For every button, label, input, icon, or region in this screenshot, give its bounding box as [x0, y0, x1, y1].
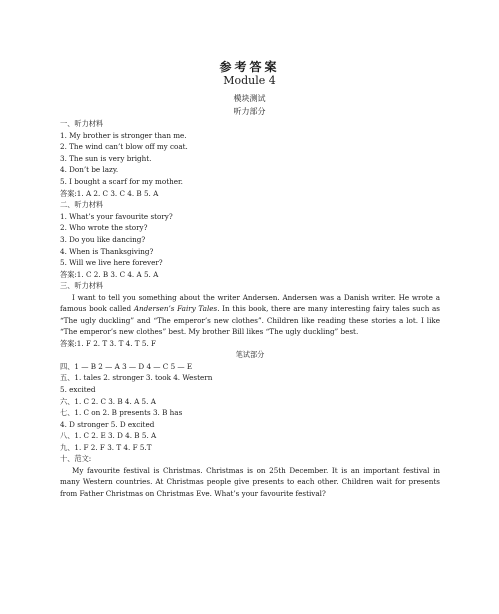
part3-passage [60, 292, 440, 338]
part2-heading: 二、听力材料 [60, 200, 104, 210]
part3-answer: 答案:1. F 2. T 3. T 4. T 5. F [60, 338, 157, 348]
written-line: 4. D stronger 5. D excited [60, 419, 155, 429]
part1-line: 2. The wind can’t blow off my coat. [60, 142, 188, 152]
part2-line: 5. Will we live here forever? [60, 258, 163, 268]
written-line: 四、1 — B 2 — A 3 — D 4 — C 5 — E [60, 361, 193, 371]
part2-line: 2. Who wrote the story? [60, 223, 148, 233]
essay-text: My favourite festival is Christmas. Christmas is on 25th December. It is an important festival in many Western countries. At Christmas people give presents to each other. Children wait for presents from Father Christmas on Christmas Eve. What’s your favourite festival? [60, 466, 440, 498]
part2-line: 3. Do you like dancing? [60, 234, 146, 244]
written-section-title: 笔试部分 [235, 350, 265, 360]
part3-text-after: . In this book, there are many interesting fairy tales such as “The ugly duckling” and “The emperor’s new clothes”. Children like reading these stories a lot. I like “The emperor’s new clothes” best. My brother Bill likes “The ugly duckling” best. [60, 304, 440, 337]
part2-line: 1. What’s your favourite story? [60, 211, 173, 221]
part1-line: 4. Don’t be lazy. [60, 165, 119, 175]
written-line: 5. excited [60, 384, 96, 394]
answer-body [60, 118, 440, 499]
written-line: 五、1. tales 2. stronger 3. took 4. Western [60, 373, 213, 383]
part1-line: 3. The sun is very bright. [60, 153, 152, 163]
part3-text-before: I want to tell you something about the writer Andersen. Andersen was a Danish writer. He wrote a famous book called [60, 292, 440, 314]
listening-section-title: 听力部分 [233, 107, 266, 116]
written-line: 八、1. C 2. E 3. D 4. B 5. A [60, 431, 157, 441]
part1-heading: 一、听力材料 [60, 119, 104, 128]
module-label: Module 4 [223, 74, 276, 87]
written-line: 九、1. F 2. F 3. T 4. F 5.T [60, 442, 152, 452]
part2-line: 4. When is Thanksgiving? [60, 246, 154, 256]
part1-line: 5. I bought a scarf for my mother. [60, 176, 183, 186]
part3-heading: 三、听力材料 [60, 281, 104, 291]
written-line: 六、1. C 2. C 3. B 4. A 5. A [60, 396, 156, 406]
part1-answer: 答案:1. A 2. C 3. C 4. B 5. A [60, 188, 159, 198]
test-subtitle: 模块测试 [233, 94, 266, 103]
part1-line: 1. My brother is stronger than me. [60, 130, 187, 140]
part2-answer: 答案:1. C 2. B 3. C 4. A 5. A [60, 269, 159, 279]
essay-heading: 十、范文: [60, 454, 92, 464]
page-title: 参考答案 [219, 60, 280, 74]
written-line: 七、1. C on 2. B presents 3. B has [60, 408, 183, 418]
book-title: Andersen’s Fairy Tales [133, 304, 218, 314]
